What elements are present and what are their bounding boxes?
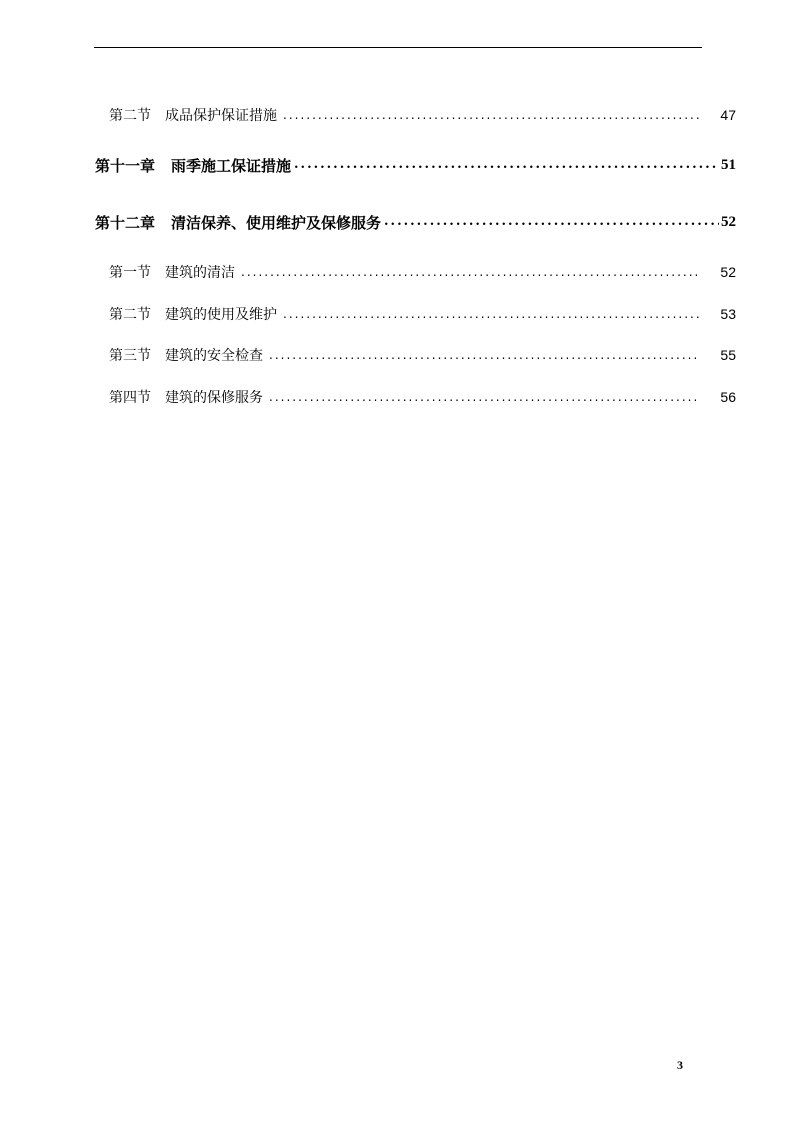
toc-entry-section[interactable]	[109, 104, 736, 126]
toc-dot-leader	[294, 154, 719, 176]
toc-entry-page: 55	[720, 347, 736, 363]
header-rule	[94, 47, 702, 48]
toc-entry-title: 雨季施工保证措施	[171, 156, 292, 175]
toc-entry-number: 第四节	[109, 390, 151, 406]
toc-dot-leader	[384, 211, 719, 233]
toc-dot-leader	[269, 344, 699, 366]
toc-entry-page: 52	[721, 213, 736, 230]
toc-entry-page: 51	[721, 156, 736, 173]
toc-entry-number: 第二节	[109, 307, 151, 323]
toc-entry-section[interactable]	[109, 344, 736, 366]
toc-entry-title: 建筑的使用及维护	[165, 307, 277, 323]
toc-entry-page: 52	[720, 264, 736, 280]
toc-entry-section[interactable]	[109, 261, 736, 283]
footer-page-number: 3	[677, 1058, 683, 1072]
toc-entry-section[interactable]	[109, 303, 736, 325]
toc-entry-chapter[interactable]	[95, 211, 736, 233]
toc-dot-leader	[283, 104, 699, 126]
toc-dot-leader	[283, 303, 699, 325]
toc-entry-page: 47	[720, 107, 736, 123]
toc-entry-title: 建筑的清洁	[165, 265, 235, 281]
toc-entry-number: 第十一章	[95, 156, 156, 175]
toc-entry-title: 建筑的保修服务	[165, 390, 263, 406]
toc-entry-page: 56	[720, 389, 736, 405]
toc-dot-leader	[241, 261, 699, 283]
toc-entry-number: 第十二章	[95, 213, 156, 232]
toc-entry-title: 清洁保养、使用维护及保修服务	[171, 213, 382, 232]
toc-entry-page: 53	[720, 306, 736, 322]
toc-entry-title: 建筑的安全检查	[165, 348, 263, 364]
toc-entry-number: 第一节	[109, 265, 151, 281]
toc-entry-chapter[interactable]	[95, 154, 736, 176]
toc-dot-leader	[269, 386, 699, 408]
toc-entry-number: 第三节	[109, 348, 151, 364]
toc-entry-number: 第二节	[109, 108, 151, 124]
toc-entry-section[interactable]	[109, 386, 736, 408]
toc-entry-title: 成品保护保证措施	[165, 108, 277, 124]
